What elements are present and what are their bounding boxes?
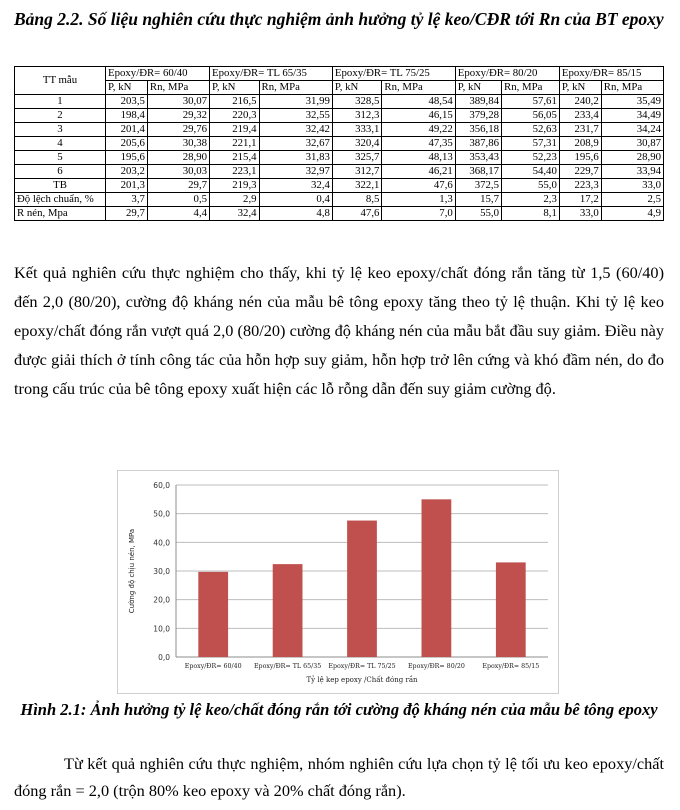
table-cell: 312,7 — [332, 165, 382, 179]
table-row — [15, 151, 664, 165]
table-cell: 198,4 — [106, 109, 148, 123]
table-cell: 32,97 — [259, 165, 332, 179]
sub-header: P, kN — [559, 81, 601, 95]
table-cell: 220,3 — [210, 109, 260, 123]
x-axis-label: Tỷ lệ kep epoxy /Chất đóng rắn — [306, 676, 418, 684]
table-cell: 47,6 — [332, 207, 382, 221]
sub-header: Rn, MPa — [382, 81, 455, 95]
row-label: 4 — [15, 137, 106, 151]
table-cell: 28,90 — [601, 151, 663, 165]
row-label: R nén, Mpa — [15, 207, 106, 221]
table-cell: 33,94 — [601, 165, 663, 179]
table-cell: 312,3 — [332, 109, 382, 123]
row-label: 2 — [15, 109, 106, 123]
table-cell: 231,7 — [559, 123, 601, 137]
table-cell: 4,8 — [259, 207, 332, 221]
table-cell: 356,18 — [455, 123, 501, 137]
table-cell: 54,40 — [502, 165, 560, 179]
table-cell: 8,1 — [502, 207, 560, 221]
table-cell: 28,90 — [147, 151, 209, 165]
table-row — [15, 179, 664, 193]
table-cell: 30,38 — [147, 137, 209, 151]
row-label: Độ lệch chuẩn, % — [15, 193, 106, 207]
table-cell: 17,2 — [559, 193, 601, 207]
table-cell: 216,5 — [210, 95, 260, 109]
x-tick-label: Epoxy/ĐR= TL 65/35 — [253, 663, 322, 670]
y-tick-label: 40,0 — [153, 538, 170, 548]
table-cell: 46,21 — [382, 165, 455, 179]
table-cell: 48,54 — [382, 95, 455, 109]
table-cell: 201,4 — [106, 123, 148, 137]
table-caption: Bảng 2.2. Số liệu nghiên cứu thực nghiệm ảnh hưởng tỷ lệ keo/CĐR tới Rn của BT epoxy — [14, 9, 664, 29]
paragraph-results: Kết quả nghiên cứu thực nghiệm cho thấy, khi tỷ lệ keo epoxy/chất đóng rắn tăng từ 1,5 (60/40) đến 2,0 (80/20), cường độ kháng nén của mẫu bê tông epoxy tăng theo tỷ lệ thuận. Khi tỷ lệ keo epoxy/chất đóng rắn vượt quá 2,0 (80/20) cường độ kháng nén của mẫu bắt đầu suy giảm. Điều này được giải thích ở tính công tác của hỗn hợp suy giảm, hỗn hợp trở lên cứng và khó đầm nén, do đo trong cấu trúc của bê tông epoxy xuất hiện các lỗ rỗng dẫn đến suy giảm cường độ. — [14, 263, 664, 398]
table-cell: 31,99 — [259, 95, 332, 109]
table-cell: 32,42 — [259, 123, 332, 137]
table-cell: 2,5 — [601, 193, 663, 207]
table-cell: 195,6 — [106, 151, 148, 165]
table-cell: 57,61 — [502, 95, 560, 109]
table-cell: 387,86 — [455, 137, 501, 151]
table-row — [15, 207, 664, 221]
y-axis-label: Cường độ chịu nén, MPa — [128, 528, 136, 614]
table-cell: 223,3 — [559, 179, 601, 193]
table-cell: 33,0 — [601, 179, 663, 193]
table-cell: 328,5 — [332, 95, 382, 109]
table-row — [15, 109, 664, 123]
sub-header: P, kN — [332, 81, 382, 95]
table-cell: 49,22 — [382, 123, 455, 137]
group-header: Epoxy/ĐR= 80/20 — [455, 67, 559, 81]
table-cell: 55,0 — [502, 179, 560, 193]
data-table — [14, 66, 664, 221]
table-cell: 0,5 — [147, 193, 209, 207]
y-tick-label: 10,0 — [153, 624, 170, 634]
bar — [273, 564, 303, 657]
sub-header: Rn, MPa — [502, 81, 560, 95]
table-cell: 15,7 — [455, 193, 501, 207]
bar — [496, 562, 526, 657]
row-label: 6 — [15, 165, 106, 179]
table-cell: 372,5 — [455, 179, 501, 193]
table-cell: 32,4 — [210, 207, 260, 221]
table-cell: 34,49 — [601, 109, 663, 123]
table-cell: 240,2 — [559, 95, 601, 109]
table-cell: 208,9 — [559, 137, 601, 151]
table-cell: 203,5 — [106, 95, 148, 109]
table-cell: 368,17 — [455, 165, 501, 179]
bar — [422, 499, 452, 657]
sub-header: P, kN — [210, 81, 260, 95]
table-cell: 32,4 — [259, 179, 332, 193]
bar — [347, 521, 377, 657]
table-cell: 229,7 — [559, 165, 601, 179]
table-cell: 29,7 — [147, 179, 209, 193]
bar-chart — [117, 470, 559, 694]
chart-svg — [118, 471, 558, 693]
table-cell: 8,5 — [332, 193, 382, 207]
table-cell: 29,76 — [147, 123, 209, 137]
sub-header: P, kN — [455, 81, 501, 95]
sub-header: Rn, MPa — [147, 81, 209, 95]
table-cell: 325,7 — [332, 151, 382, 165]
table-cell: 223,1 — [210, 165, 260, 179]
table-cell: 201,3 — [106, 179, 148, 193]
table-cell: 205,6 — [106, 137, 148, 151]
table-cell: 31,83 — [259, 151, 332, 165]
table-group-header-row — [15, 67, 664, 81]
sub-header: Rn, MPa — [601, 81, 663, 95]
table-cell: 203,2 — [106, 165, 148, 179]
table-cell: 7,0 — [382, 207, 455, 221]
table-row — [15, 193, 664, 207]
y-tick-label: 30,0 — [153, 567, 170, 576]
table-row — [15, 165, 664, 179]
table-cell: 30,07 — [147, 95, 209, 109]
sub-header: Rn, MPa — [259, 81, 332, 95]
table-cell: 233,4 — [559, 109, 601, 123]
table-cell: 322,1 — [332, 179, 382, 193]
table-cell: 30,03 — [147, 165, 209, 179]
row-label: 3 — [15, 123, 106, 137]
row-header: TT mẫu — [15, 67, 106, 95]
table-cell: 32,55 — [259, 109, 332, 123]
table-cell: 48,13 — [382, 151, 455, 165]
group-header: Epoxy/ĐR= TL 65/35 — [210, 67, 333, 81]
table-cell: 2,9 — [210, 193, 260, 207]
x-tick-label: Epoxy/ĐR= 60/40 — [184, 663, 242, 670]
table-cell: 30,87 — [601, 137, 663, 151]
table-row — [15, 137, 664, 151]
table-cell: 47,35 — [382, 137, 455, 151]
group-header: Epoxy/ĐR= 85/15 — [559, 67, 663, 81]
table-cell: 0,4 — [259, 193, 332, 207]
table-cell: 4,9 — [601, 207, 663, 221]
table-cell: 52,23 — [502, 151, 560, 165]
table-cell: 35,49 — [601, 95, 663, 109]
table-row — [15, 123, 664, 137]
table-cell: 56,05 — [502, 109, 560, 123]
table-cell: 333,1 — [332, 123, 382, 137]
table-cell: 52,63 — [502, 123, 560, 137]
x-tick-label: Epoxy/ĐR= 85/15 — [482, 663, 540, 670]
row-label: 5 — [15, 151, 106, 165]
table-cell: 3,7 — [106, 193, 148, 207]
table-cell: 389,84 — [455, 95, 501, 109]
paragraph-conclusion: Từ kết quả nghiên cứu thực nghiệm, nhóm nghiên cứu lựa chọn tỷ lệ tối ưu keo epoxy/chất đóng rắn = 2,0 (trộn 80% keo epoxy và 20% chất đóng rắn). — [14, 754, 664, 800]
row-label: 1 — [15, 95, 106, 109]
x-tick-label: Epoxy/ĐR= 80/20 — [407, 663, 465, 670]
table-cell: 46,15 — [382, 109, 455, 123]
table-cell: 33,0 — [559, 207, 601, 221]
table-cell: 47,6 — [382, 179, 455, 193]
table-cell: 32,67 — [259, 137, 332, 151]
table-cell: 353,43 — [455, 151, 501, 165]
table-row — [15, 95, 664, 109]
y-tick-label: 60,0 — [153, 481, 170, 490]
x-tick-label: Epoxy/ĐR= TL 75/25 — [328, 663, 396, 670]
table-cell: 195,6 — [559, 151, 601, 165]
bar — [198, 572, 228, 657]
table-cell: 55,0 — [455, 207, 501, 221]
y-tick-label: 50,0 — [153, 509, 170, 519]
table-cell: 2,3 — [502, 193, 560, 207]
table-cell: 29,32 — [147, 109, 209, 123]
table-cell: 320,4 — [332, 137, 382, 151]
table-cell: 219,4 — [210, 123, 260, 137]
group-header: Epoxy/ĐR= TL 75/25 — [332, 67, 455, 81]
y-tick-label: 0,0 — [158, 653, 170, 662]
table-cell: 379,28 — [455, 109, 501, 123]
table-cell: 1,3 — [382, 193, 455, 207]
group-header: Epoxy/ĐR= 60/40 — [106, 67, 210, 81]
row-label: TB — [15, 179, 106, 193]
table-cell: 34,24 — [601, 123, 663, 137]
table-cell: 4,4 — [147, 207, 209, 221]
figure-caption: Hình 2.1: Ảnh hưởng tỷ lệ keo/chất đóng rắn tới cường độ kháng nén của mẫu bê tông epoxy — [20, 700, 658, 719]
sub-header: P, kN — [106, 81, 148, 95]
table-cell: 57,31 — [502, 137, 560, 151]
table-cell: 219,3 — [210, 179, 260, 193]
y-tick-label: 20,0 — [153, 595, 170, 605]
table-cell: 215,4 — [210, 151, 260, 165]
table-cell: 221,1 — [210, 137, 260, 151]
table-cell: 29,7 — [106, 207, 148, 221]
table-sub-header-row — [15, 81, 664, 95]
